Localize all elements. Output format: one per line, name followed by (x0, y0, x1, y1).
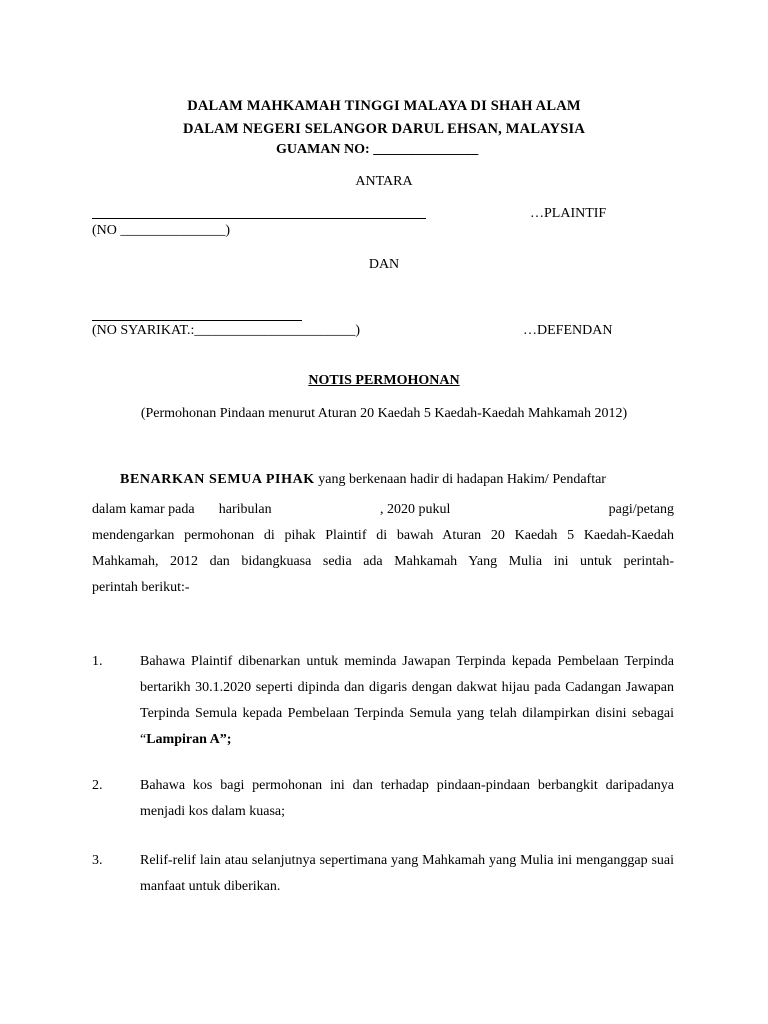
court-name-line: DALAM MAHKAMAH TINGGI MALAYA DI SHAH ALAM (187, 98, 581, 114)
defendant-role: …DEFENDAN (523, 323, 613, 338)
item-text: Relif-relif lain atau selanjutnya sepertimana yang Mahkamah yang Mulia ini menganggap suai manfaat untuk diberikan. (140, 853, 674, 894)
suit-number: GUAMAN NO: _______________ (276, 142, 479, 157)
item-text: Bahawa kos bagi permohonan ini dan terhadap pindaan-pindaan berbangkit daripadanya menjadi kos dalam kuasa; (140, 778, 674, 819)
intro-bold-lead: BENARKAN SEMUA PIHAK (120, 472, 315, 487)
intro-line-1-rest: yang berkenaan hadir di hadapan Hakim/ Pendaftar (314, 472, 606, 487)
item-number: 1. (92, 654, 103, 669)
item-text (140, 649, 674, 753)
item-text-body: Bahawa Plaintif dibenarkan untuk meminda Jawapan Terpinda kepada Pembelaan Terpinda bertarikh 30.1.2020 seperti dipinda dan digaris dengan dakwat hijau pada Cadangan Jawapan Terpinda Semula kepada Pembelaan Terpinda Semula yang telah dilampirkan disini sebagai “ (140, 654, 674, 747)
intro-am-pm-label: pagi/petang (608, 502, 674, 517)
intro-time-blank (475, 497, 585, 523)
plaintiff-number: (NO _______________) (92, 223, 231, 238)
item-number: 3. (92, 853, 103, 868)
plaintiff-name-line (92, 218, 426, 219)
notice-title: NOTIS PERMOHONAN (308, 373, 460, 388)
between-label: ANTARA (355, 174, 413, 189)
intro-line-1 (120, 467, 606, 493)
intro-date-blank (296, 497, 356, 523)
defendant-company-number: (NO SYARIKAT.:_______________________) (92, 323, 361, 338)
plaintiff-role: …PLAINTIF (530, 206, 607, 221)
defendant-name-line (92, 320, 302, 321)
item-attachment-ref: Lampiran A”; (146, 732, 232, 747)
item-number: 2. (92, 778, 103, 793)
intro-year-time-label: , 2020 pukul (379, 502, 451, 517)
intro-chamber-label: dalam kamar pada (92, 502, 195, 517)
court-state-line: DALAM NEGERI SELANGOR DARUL EHSAN, MALAYSIA (182, 121, 586, 137)
and-label: DAN (368, 257, 400, 272)
notice-subtitle: (Permohonan Pindaan menurut Aturan 20 Kaedah 5 Kaedah-Kaedah Mahkamah 2012) (140, 406, 628, 421)
intro-line-5: perintah berikut:- (92, 580, 190, 595)
intro-line-3: mendengarkan permohonan di pihak Plaintif di bawah Aturan 20 Kaedah 5 Kaedah-Kaedah (92, 528, 674, 543)
intro-day-label: haribulan (218, 502, 272, 517)
intro-line-4: Mahkamah, 2012 dan bidangkuasa sedia ada Mahkamah Yang Mulia ini untuk perintah- (92, 554, 674, 569)
